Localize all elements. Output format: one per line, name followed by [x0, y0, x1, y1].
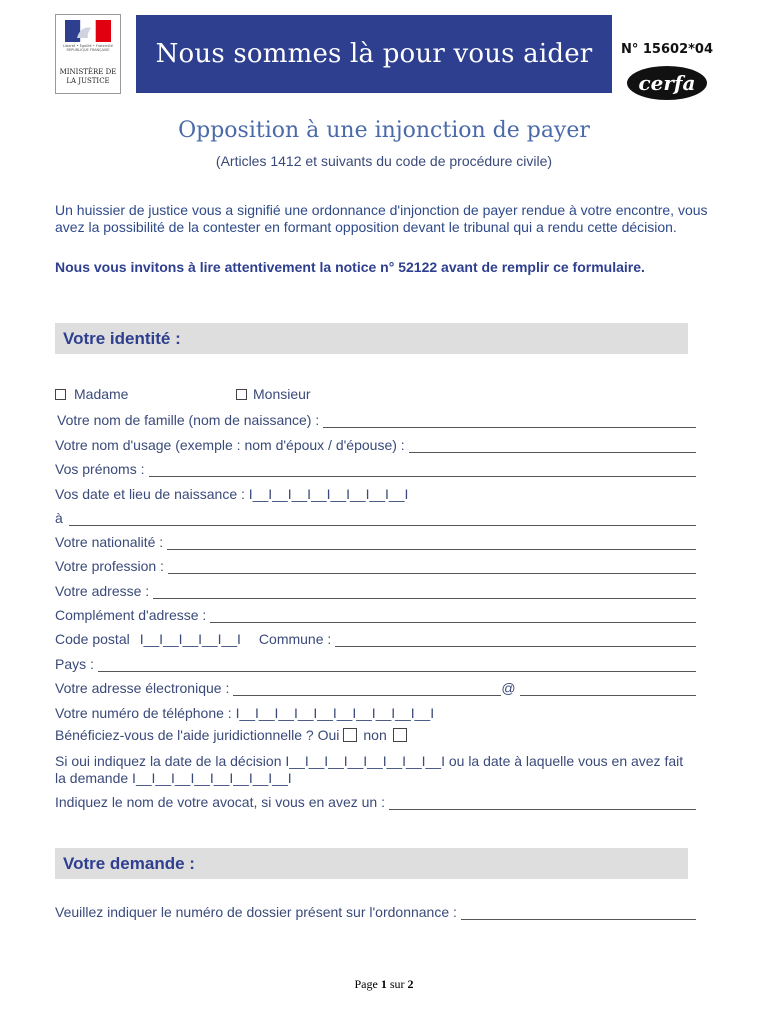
cerfa-logo-text: cerfa [638, 71, 696, 95]
prenoms-row [55, 457, 696, 477]
form-subtitle: (Articles 1412 et suivants du code de procédure civile) [215, 153, 553, 169]
intro-text: Un huissier de justice vous a signifié une ordonnance d'injonction de payer rendue à votre encontre, vous avez la possibilité de la contester en formant opposition devant le tribunal qui a rendu cette décision. [55, 202, 708, 235]
telephone-row [55, 701, 696, 721]
nationalite-label: Votre nationalité : [55, 534, 164, 550]
adresse-row [55, 579, 696, 599]
logo-ministry-name: MINISTÈRE DE LA JUSTICE [59, 68, 117, 85]
adresse-input[interactable] [153, 584, 696, 599]
aide-row [55, 725, 696, 745]
decision-row-2 [55, 766, 696, 786]
code-postal-label: Code postal [55, 631, 130, 647]
madame-label: Madame [74, 386, 129, 402]
nom-famille-label: Votre nom de famille (nom de naissance) : [57, 412, 320, 428]
form-title: Opposition à une injonction de payer [178, 118, 590, 143]
complement-row [55, 603, 696, 623]
email-at-sign: @ [501, 680, 516, 696]
aide-label: Bénéficiez-vous de l'aide juridictionnelle ? Oui [55, 727, 340, 743]
dossier-row [55, 900, 696, 920]
code-postal-row [55, 627, 696, 647]
email-label: Votre adresse électronique : [55, 680, 230, 696]
pays-label: Pays : [55, 656, 94, 672]
header-banner [136, 15, 612, 93]
complement-label: Complément d'adresse : [55, 607, 207, 623]
commune-label: Commune : [258, 631, 332, 647]
adresse-label: Votre adresse : [55, 583, 150, 599]
commune-input[interactable] [335, 632, 696, 647]
nom-famille-input[interactable] [323, 413, 696, 428]
profession-label: Votre profession : [55, 558, 164, 574]
avocat-input[interactable] [389, 795, 696, 810]
ministry-logo [55, 14, 121, 94]
email-user-input[interactable] [233, 681, 501, 696]
complement-input[interactable] [210, 608, 696, 623]
aide-non-label: non [363, 727, 387, 743]
page-word: Page [354, 977, 378, 991]
lieu-naissance-input[interactable] [69, 511, 696, 526]
code-postal-boxes[interactable]: I__I__I__I__I__I [139, 631, 241, 647]
nom-usage-input[interactable] [409, 438, 696, 453]
intro-notice: Nous vous invitons à lire attentivement la notice n° 52122 avant de remplir ce formulaire. [55, 259, 645, 275]
decision-label-1[interactable]: Si oui indiquez la date de la décision I__I__I__I__I__I__I__I__I ou la date à laquelle vous en avez fait [55, 753, 684, 769]
pays-row [55, 652, 696, 672]
naissance-row [55, 482, 696, 502]
email-row [55, 676, 696, 696]
lieu-naissance-row [55, 506, 696, 526]
telephone-label[interactable]: Votre numéro de téléphone : I__I__I__I__I__I__I__I__I__I__I [55, 705, 435, 721]
lieu-naissance-label: à [55, 510, 63, 526]
monsieur-label: Monsieur [253, 386, 311, 402]
page-total: 2 [407, 977, 414, 991]
marianne-flag-icon [65, 20, 111, 42]
page-number [0, 977, 768, 992]
aide-non-checkbox[interactable] [393, 728, 407, 742]
aide-oui-checkbox[interactable] [343, 728, 357, 742]
nationalite-input[interactable] [167, 535, 696, 550]
civility-row [55, 384, 696, 404]
banner-title: Nous sommes là pour vous aider [155, 39, 593, 69]
nom-usage-label: Votre nom d'usage (exemple : nom d'époux / d'épouse) : [55, 437, 405, 453]
profession-row [55, 554, 696, 574]
section-request-header: Votre demande : [55, 848, 688, 879]
email-domain-input[interactable] [520, 681, 696, 696]
monsieur-checkbox[interactable] [236, 389, 247, 400]
nationalite-row [55, 530, 696, 550]
nom-usage-row [55, 433, 696, 453]
avocat-row [55, 790, 696, 810]
section-identity-header: Votre identité : [55, 323, 688, 354]
prenoms-label: Vos prénoms : [55, 461, 145, 477]
dossier-input[interactable] [461, 905, 696, 920]
logo-motto: Liberté • Égalité • Fraternité RÉPUBLIQUE FRANÇAISE [63, 44, 113, 52]
cerfa-logo-icon [626, 65, 708, 101]
avocat-label: Indiquez le nom de votre avocat, si vous en avez un : [55, 794, 385, 810]
cerfa-number: N° 15602*04 [620, 42, 714, 57]
pays-input[interactable] [98, 657, 696, 672]
naissance-label[interactable]: Vos date et lieu de naissance : I__I__I__I__I__I__I__I__I [55, 486, 409, 502]
profession-input[interactable] [168, 559, 696, 574]
madame-checkbox[interactable] [55, 389, 66, 400]
page-current: 1 [380, 977, 387, 991]
dossier-label: Veuillez indiquer le numéro de dossier présent sur l'ordonnance : [55, 904, 457, 920]
prenoms-input[interactable] [149, 462, 697, 477]
decision-label-2[interactable]: la demande I__I__I__I__I__I__I__I__I [55, 770, 292, 786]
nom-famille-row [55, 408, 696, 428]
page-sur: sur [389, 977, 405, 991]
